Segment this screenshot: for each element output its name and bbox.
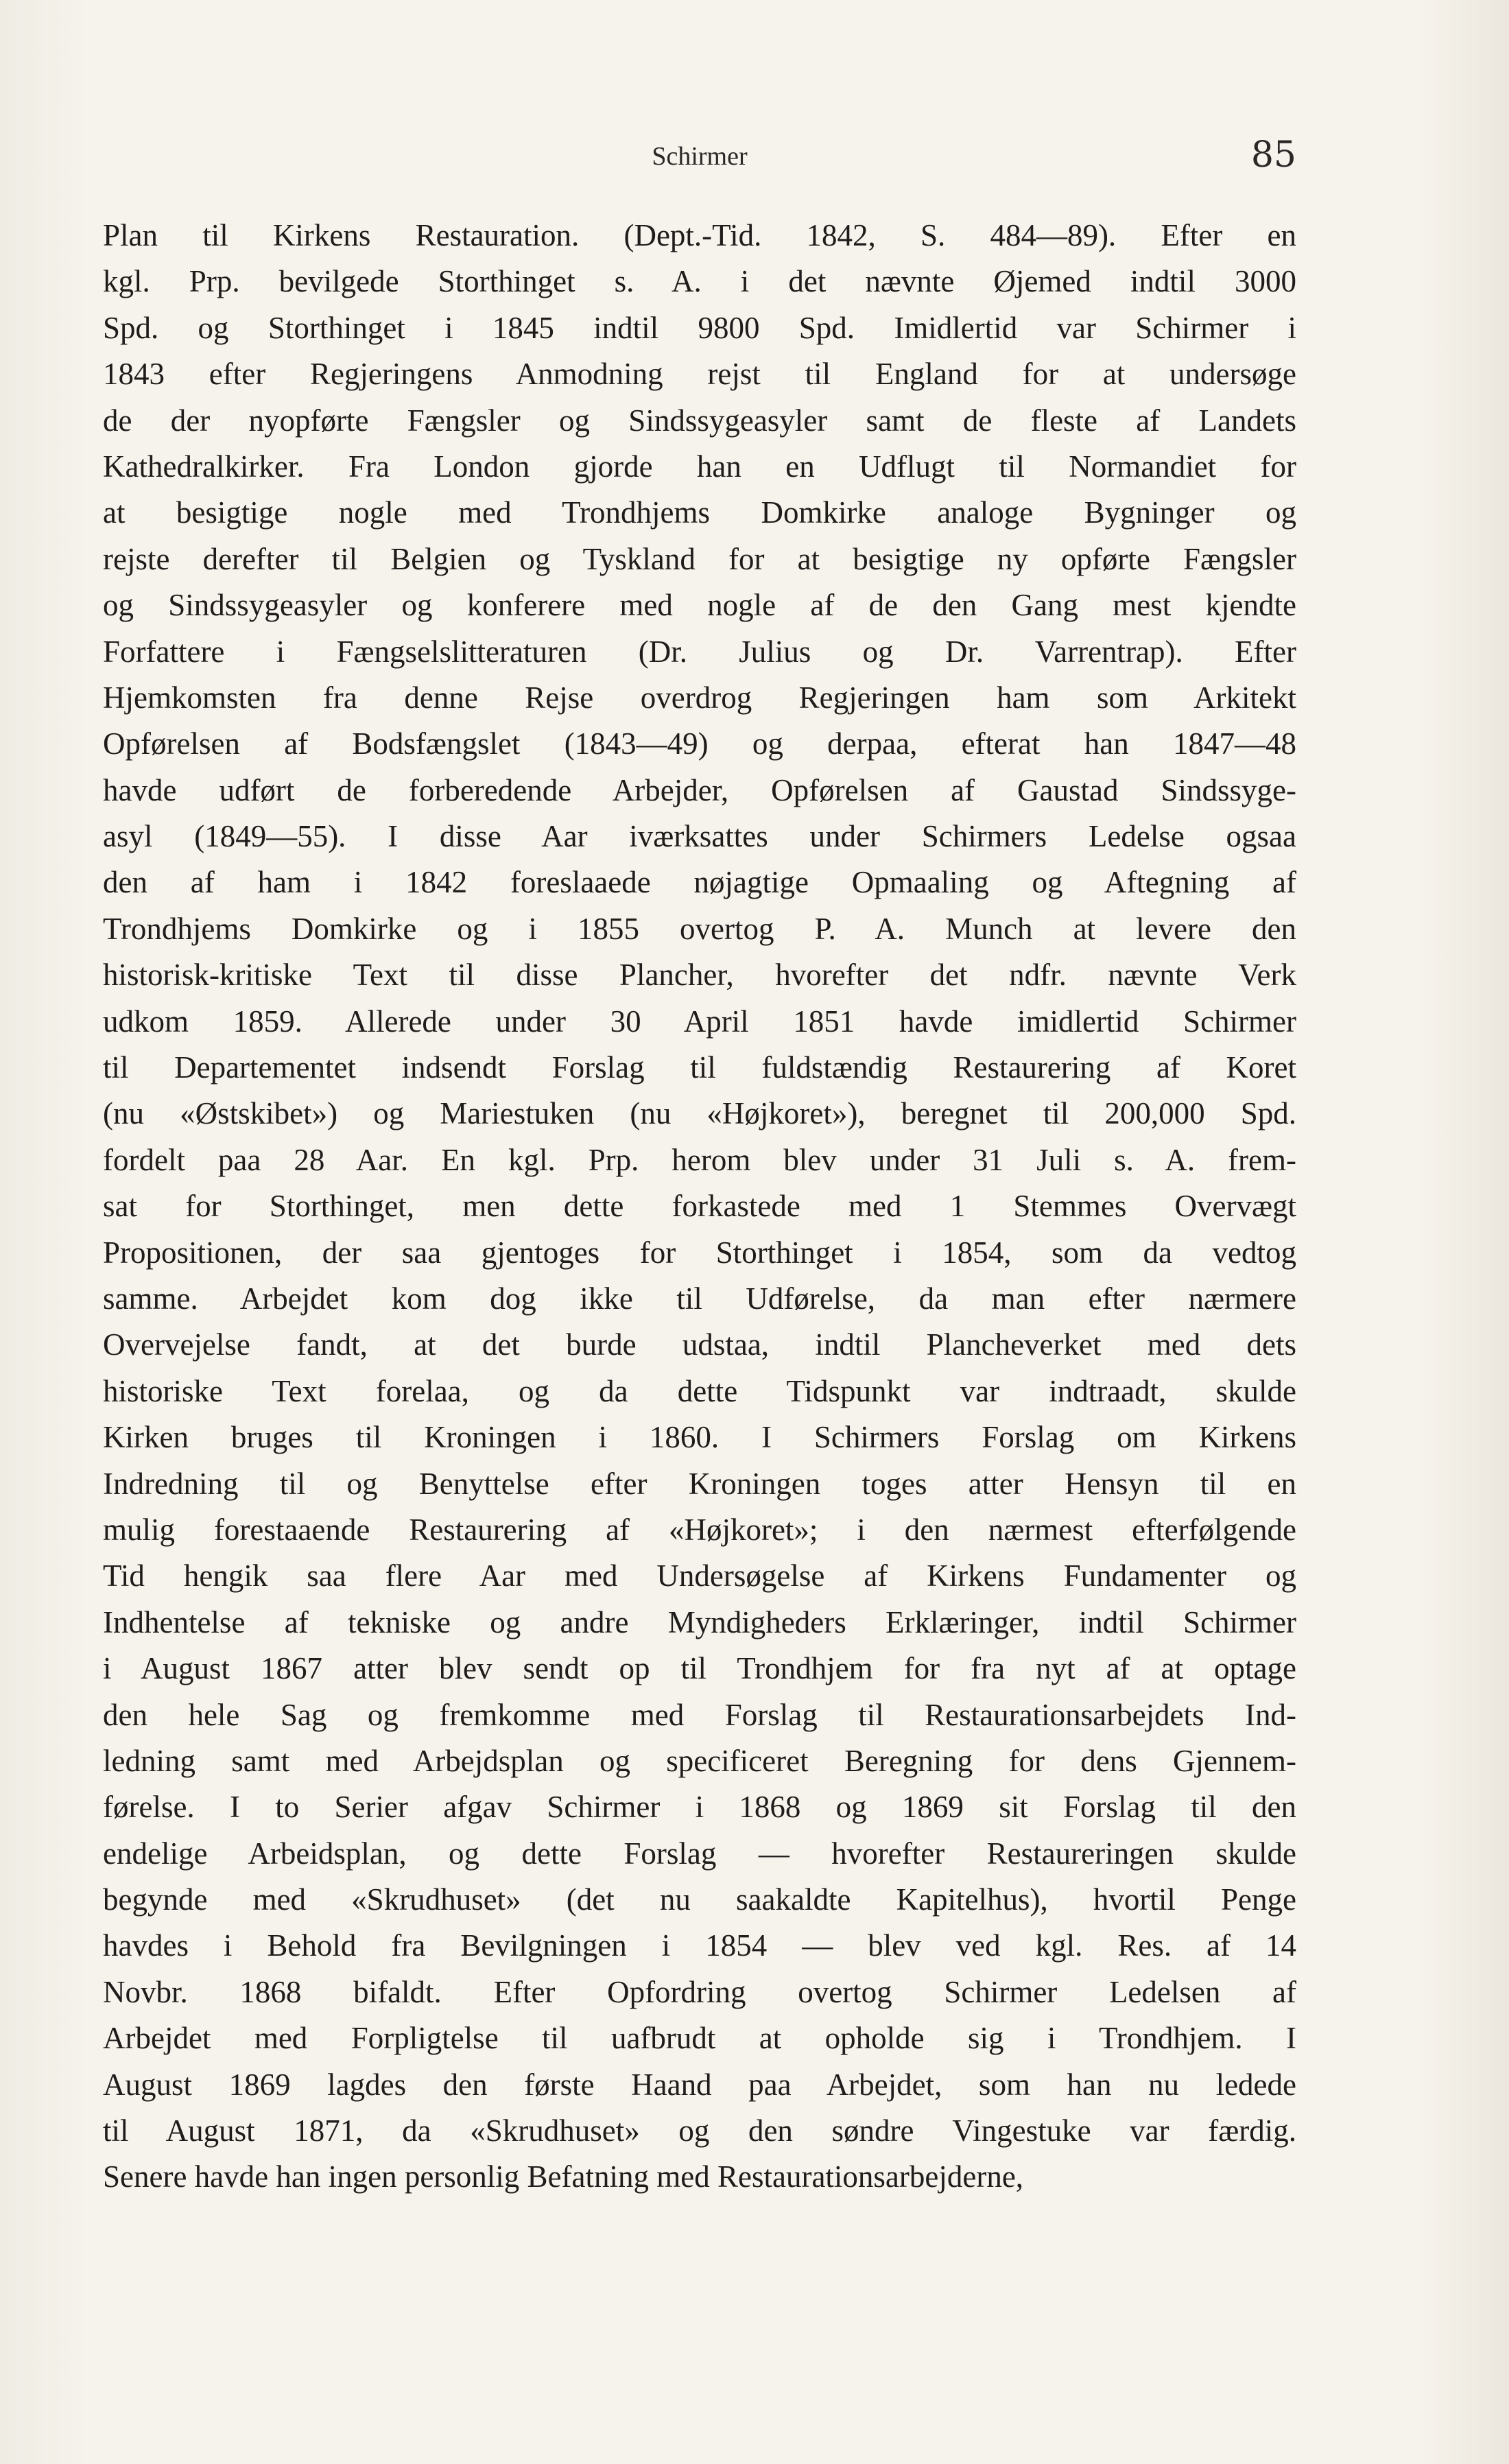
text-line: rejste derefter til Belgien og Tyskland for at besigtige ny opførte Fængsler xyxy=(103,541,1296,576)
text-line: den hele Sag og fremkomme med Forslag til Restaurationsarbejdets Ind- xyxy=(103,1697,1296,1732)
text-line: havdes i Behold fra Bevilgningen i 1854 — blev ved kgl. Res. af 14 xyxy=(103,1928,1296,1963)
text-line: Kirken bruges til Kroningen i 1860. I Schirmers Forslag om Kirkens xyxy=(103,1420,1296,1455)
running-title: Schirmer xyxy=(652,142,748,171)
text-line: de der nyopførte Fængsler og Sindssygeasyler samt de fleste af Landets xyxy=(103,403,1296,438)
text-line: Hjemkomsten fra denne Rejse overdrog Regjeringen ham som Arkitekt xyxy=(103,680,1296,715)
text-line: 1843 efter Regjeringens Anmodning rejst til England for at undersøge xyxy=(103,357,1296,392)
text-line: Novbr. 1868 bifaldt. Efter Opfordring overtog Schirmer Ledelsen af xyxy=(103,1974,1296,2009)
text-line: havde udført de forberedende Arbejder, Opførelsen af Gaustad Sindssyge- xyxy=(103,772,1296,807)
text-line: den af ham i 1842 foreslaaede nøjagtige Opmaaling og Aftegning af xyxy=(103,865,1296,900)
text-line: Indhentelse af tekniske og andre Myndigheders Erklæringer, indtil Schirmer xyxy=(103,1604,1296,1639)
text-line: historisk-kritiske Text til disse Plancher, hvorefter det ndfr. nævnte Verk xyxy=(103,958,1296,993)
text-line: August 1869 lagdes den første Haand paa Arbejdet, som han nu ledede xyxy=(103,2067,1296,2102)
text-line: mulig forestaaende Restaurering af «Højkoret»; i den nærmest efterfølgende xyxy=(103,1512,1296,1547)
text-line: (nu «Østskibet») og Mariestuken (nu «Højkoret»), beregnet til 200,000 Spd. xyxy=(103,1096,1296,1131)
text-line: kgl. Prp. bevilgede Storthinget s. A. i det nævnte Øjemed indtil 3000 xyxy=(103,264,1296,299)
text-line: samme. Arbejdet kom dog ikke til Udførelse, da man efter nærmere xyxy=(103,1281,1296,1316)
text-line: Trondhjems Domkirke og i 1855 overtog P. A. Munch at levere den xyxy=(103,911,1296,946)
text-line: fordelt paa 28 Aar. En kgl. Prp. herom blev under 31 Juli s. A. frem- xyxy=(103,1142,1296,1177)
text-line: til Departementet indsendt Forslag til fuldstændig Restaurering af Koret xyxy=(103,1050,1296,1085)
text-line: Propositionen, der saa gjentoges for Storthinget i 1854, som da vedtog xyxy=(103,1235,1296,1270)
text-line: Plan til Kirkens Restauration. (Dept.-Tid. 1842, S. 484—89). Efter en xyxy=(103,218,1296,252)
text-line: Arbejdet med Forpligtelse til uafbrudt at opholde sig i Trondhjem. I xyxy=(103,2021,1296,2056)
text-line: historiske Text forelaa, og da dette Tidspunkt var indtraadt, skulde xyxy=(103,1373,1296,1408)
text-line: udkom 1859. Allerede under 30 April 1851 havde imidlertid Schirmer xyxy=(103,1004,1296,1039)
text-line: Kathedralkirker. Fra London gjorde han en Udflugt til Normandiet for xyxy=(103,449,1296,484)
text-line: i August 1867 atter blev sendt op til Trondhjem for fra nyt af at optage xyxy=(103,1651,1296,1686)
text-line: Opførelsen af Bodsfængslet (1843—49) og derpaa, efterat han 1847—48 xyxy=(103,726,1296,761)
running-head xyxy=(103,134,1296,182)
body-text xyxy=(103,213,1296,2201)
text-line: Tid hengik saa flere Aar med Undersøgelse af Kirkens Fundamenter og xyxy=(103,1559,1296,1594)
text-line: sat for Storthinget, men dette forkastede med 1 Stemmes Overvægt xyxy=(103,1189,1296,1224)
page-number: 85 xyxy=(1250,134,1296,176)
text-line: til August 1871, da «Skrudhuset» og den søndre Vingestuke var færdig. xyxy=(103,2113,1296,2148)
text-line: Forfattere i Fængselslitteraturen (Dr. Julius og Dr. Varrentrap). Efter xyxy=(103,634,1296,669)
text-line: Indredning til og Benyttelse efter Kroningen toges atter Hensyn til en xyxy=(103,1466,1296,1501)
text-line: ledning samt med Arbejdsplan og specificeret Beregning for dens Gjennem- xyxy=(103,1743,1296,1778)
text-line: og Sindssygeasyler og konferere med nogle af de den Gang mest kjendte xyxy=(103,588,1296,623)
text-line: Spd. og Storthinget i 1845 indtil 9800 Spd. Imidlertid var Schirmer i xyxy=(103,310,1296,345)
text-line: asyl (1849—55). I disse Aar iværksattes under Schirmers Ledelse ogsaa xyxy=(103,819,1296,854)
text-line: begynde med «Skrudhuset» (det nu saakaldte Kapitelhus), hvortil Penge xyxy=(103,1882,1296,1917)
text-line: at besigtige nogle med Trondhjems Domkirke analoge Bygninger og xyxy=(103,495,1296,530)
text-line: Senere havde han ingen personlig Befatning med Restaurationsarbejderne, xyxy=(103,2159,1024,2194)
text-line: endelige Arbeidsplan, og dette Forslag — hvorefter Restaureringen skulde xyxy=(103,1836,1296,1871)
text-line: førelse. I to Serier afgav Schirmer i 1868 og 1869 sit Forslag til den xyxy=(103,1790,1296,1825)
text-line: Overvejelse fandt, at det burde udstaa, indtil Plancheverket med dets xyxy=(103,1327,1296,1362)
